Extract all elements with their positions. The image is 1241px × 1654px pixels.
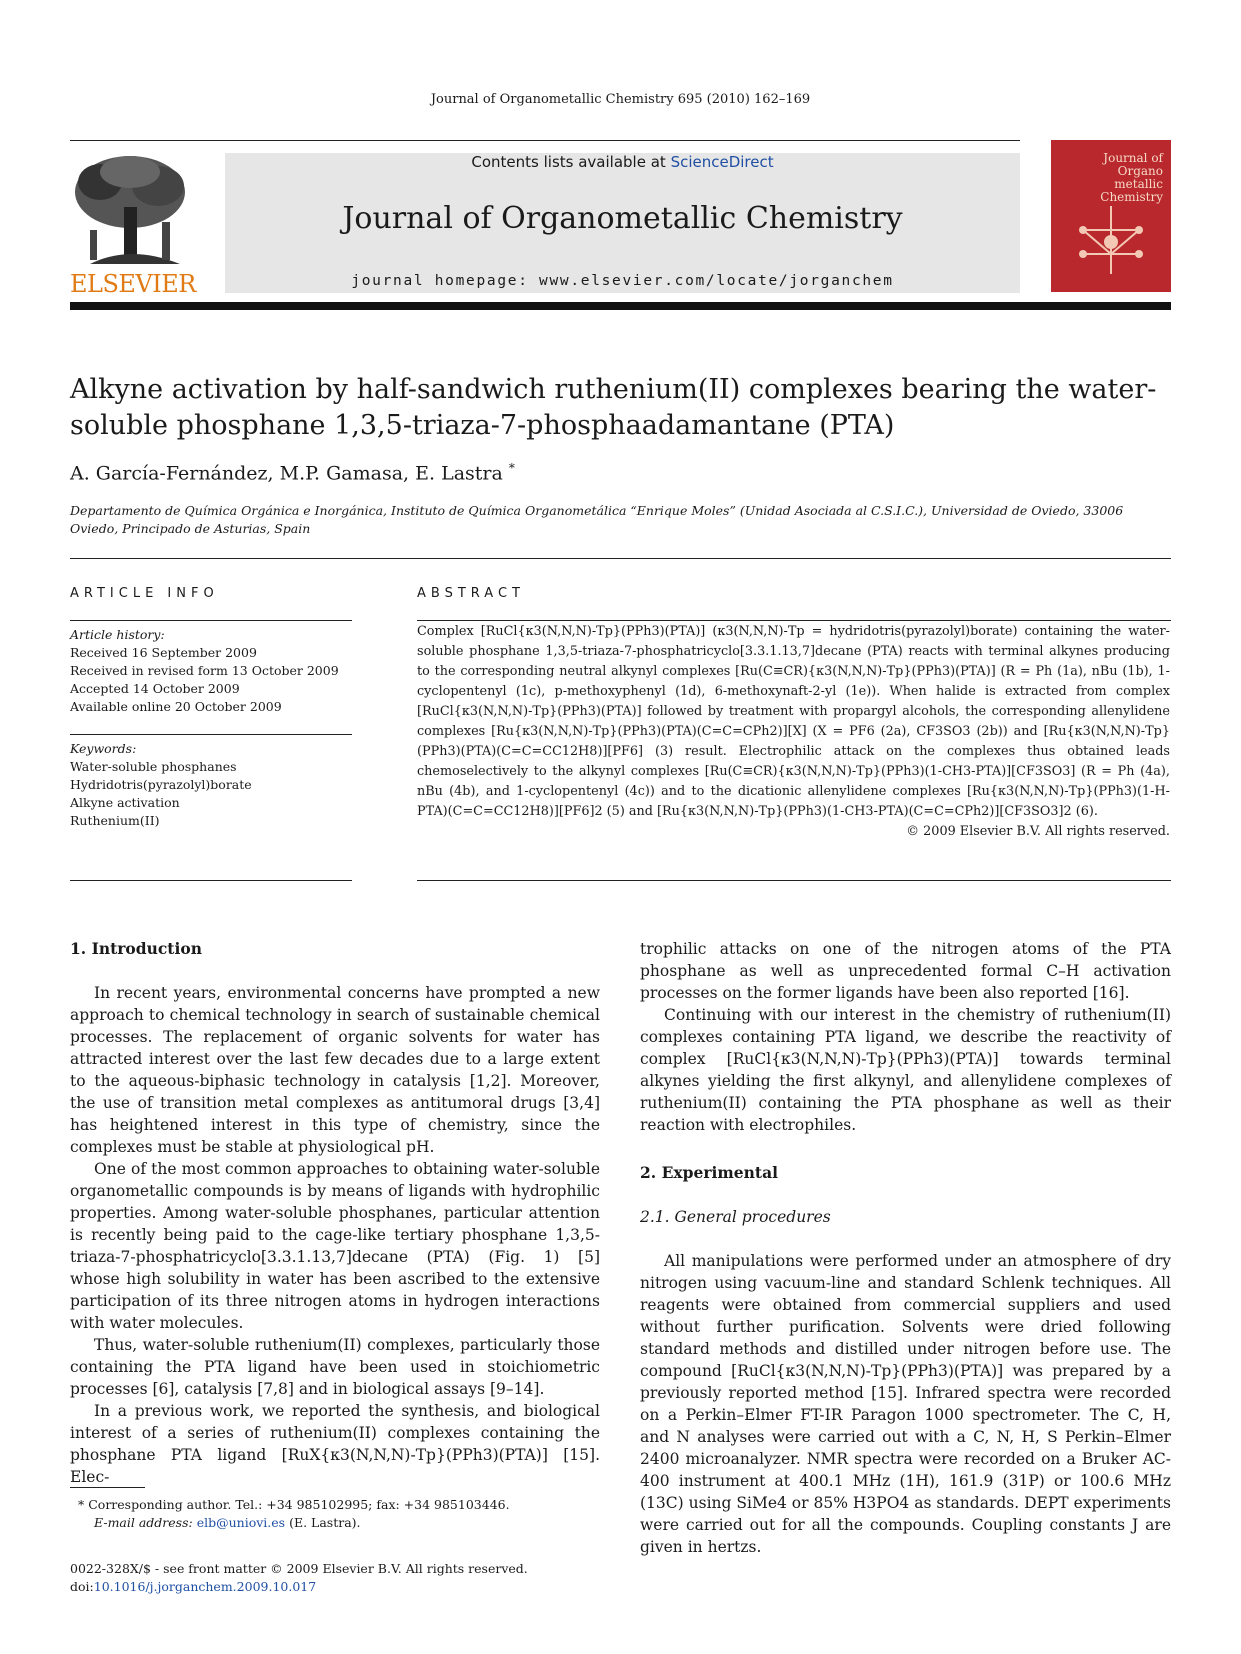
info-rule-bottom <box>70 880 352 881</box>
keyword-item: Hydridotris(pyrazolyl)borate <box>70 777 252 792</box>
history-label: Article history: <box>70 627 165 642</box>
keyword-item: Alkyne activation <box>70 795 180 810</box>
footnote-rule <box>70 1487 145 1488</box>
intro-paragraph: In recent years, environmental concerns have prompted a new approach to chemical technology in search of sustainable chemical processes. The replacement of organic solvents for water has attracted interest over the last few decades due to a large extent to the aqueous-biphasic technology in catalysis [1,2]. Moreover, the use of transition metal complexes as antitumoral drugs [3,4] has heightened interest in this type of chemistry, since the complexes must be stable at physiological pH. <box>70 984 600 1156</box>
intro-paragraph: Thus, water-soluble ruthenium(II) complexes, particularly those containing the PTA ligand have been used in stoichiometric processes [6], catalysis [7,8] and in biological assays [9–14]. <box>70 1336 600 1398</box>
abstract-body <box>417 622 1170 842</box>
intro-paragraph: One of the most common approaches to obtaining water-soluble organometallic compounds is by means of ligands with hydrophilic properties. Among water-soluble phosphanes, particular attention is recently being paid to the cage-like tertiary phosphane 1,3,5-triaza-7-phosphatricyclo[3.3.1.13,7]decane (PTA) (Fig. 1) [5] whose high solubility in water has been ascribed to the extensive participation of its three nitrogen atoms in hydrogen interactions with water molecules. <box>70 1160 600 1332</box>
elsevier-tree-icon <box>70 152 200 270</box>
intro-paragraph: In a previous work, we reported the synthesis, and biological interest of a series of ruthenium(II) complexes containing the phosphane PTA ligand [RuX{κ3(N,N,N)-Tp}(PPh3)(PTA)] [15]. Elec- <box>70 1402 600 1486</box>
contents-line <box>225 153 1020 171</box>
abstract-text: Complex [RuCl{κ3(N,N,N)-Tp}(PPh3)(PTA)] (κ3(N,N,N)-Tp = hydridotris(pyrazolyl)borate) containing the water-soluble phosphane 1,3,5-triaza-7-phosphatricyclo[3.3.1.13,7]decane (PTA) reacts with terminal alkynes producing to the corresponding neutral alkynyl complexes [Ru(C≡CR){κ3(N,N,N)-Tp}(PPh3)(PTA)] (R = Ph (1a), nBu (1b), 1-cyclopentenyl (1c), p-methoxyphenyl (1d), 6-methoxynaft-2-yl (1e)). When halide is extracted from complex [RuCl{κ3(N,N,N)-Tp}(PPh3)(PTA)] followed by treatment with propargyl alcohols, the corresponding allenylidene complexes [Ru{κ3(N,N,N)-Tp}(PPh3)(PTA)(C=C=CPh2)][X] (X = PF6 (2a), CF3SO3 (2b)) and [Ru{κ3(N,N,N)-Tp}(PPh3)(PTA)(C=C=CC12H8)][PF6] (3) result. Electrophilic attack on the complexes thus obtained leads chemoselectively to the alkynyl complexes [Ru(C≡CR){κ3(N,N,N)-Tp}(PPh3)(1-CH3-PTA)][CF3SO3] (R = Ph (4a), nBu (4b), and 1-cyclopentenyl (4c)) and to the dicationic allenylidene complexes [Ru{κ3(N,N,N)-Tp}(PPh3)(1-H-PTA)(C=C=CC12H8)][PF6]2 (5) and [Ru{κ3(N,N,N)-Tp}(PPh3)(1-CH3-PTA)(C=C=CPh2)][CF3SO3]2 (6). <box>417 624 1170 819</box>
corresponding-author-note: * Corresponding author. Tel.: +34 985102995; fax: +34 985103446. <box>78 1497 510 1512</box>
journal-title: Journal of Organometallic Chemistry <box>342 201 903 236</box>
affiliation-rule <box>70 558 1171 559</box>
subsection-heading-general: 2.1. General procedures <box>640 1208 831 1226</box>
authors <box>70 461 515 484</box>
keywords-label: Keywords: <box>70 741 137 756</box>
keyword-item: Ruthenium(II) <box>70 813 160 828</box>
body-paragraph: Continuing with our interest in the chemistry of ruthenium(II) complexes containing PTA ligand, we describe the reactivity of complex [RuCl{κ3(N,N,N)-Tp}(PPh3)(PTA)] towards terminal alkynes yielding the first alkynyl, and allenylidene complexes of ruthenium(II) containing the PTA phosphane as well as their reaction with electrophiles. <box>640 1006 1171 1134</box>
article-info-heading: ARTICLE INFO <box>70 586 219 601</box>
doi-label: doi: <box>70 1579 94 1594</box>
email-line <box>78 1514 598 1532</box>
abstract-rule-bottom <box>417 880 1171 881</box>
running-head: Journal of Organometallic Chemistry 695 (2010) 162–169 <box>430 92 811 107</box>
body-paragraph: trophilic attacks on one of the nitrogen atoms of the PTA phosphane as well as unprecedented formal C–H activation processes on the former ligands have been also reported [16]. <box>640 940 1171 1002</box>
history-accepted: Accepted 14 October 2009 <box>70 681 240 696</box>
right-column <box>640 938 1171 1558</box>
page-footer <box>70 1560 630 1596</box>
doi-link[interactable]: 10.1016/j.jorganchem.2009.10.017 <box>93 1579 317 1594</box>
email-link[interactable]: elb@uniovi.es <box>196 1515 286 1530</box>
keywords <box>70 740 352 830</box>
article-history <box>70 626 352 716</box>
left-column <box>70 938 600 1488</box>
cover-title: Journal of Organo metallic Chemistry <box>1100 151 1163 204</box>
info-rule-top <box>70 620 352 621</box>
journal-cover-icon <box>1051 140 1171 292</box>
history-online: Available online 20 October 2009 <box>70 699 282 714</box>
contents-prefix: Contents lists available at <box>471 153 666 171</box>
abstract-copyright: © 2009 Elsevier B.V. All rights reserved. <box>906 824 1170 839</box>
journal-homepage[interactable]: journal homepage: www.elsevier.com/locate/jorganchem <box>351 273 894 289</box>
header-thick-rule <box>70 302 1171 310</box>
abstract-rule-top <box>417 620 1171 621</box>
section-heading-introduction: 1. Introduction <box>70 939 202 958</box>
issn-line: 0022-328X/$ - see front matter © 2009 Elsevier B.V. All rights reserved. <box>70 1561 528 1576</box>
molecule-icon <box>1071 200 1151 280</box>
corresponding-mark[interactable]: * <box>508 461 515 475</box>
elsevier-logo-text: ELSEVIER <box>70 270 196 298</box>
email-label: E-mail address: <box>94 1515 193 1530</box>
abstract-heading: ABSTRACT <box>417 586 525 601</box>
sciencedirect-link[interactable]: ScienceDirect <box>670 153 774 171</box>
keyword-item: Water-soluble phosphanes <box>70 759 237 774</box>
affiliation: Departamento de Química Orgánica e Inorgánica, Instituto de Química Organometálica “Enrique Moles” (Unidad Asociada al C.S.I.C.), Universidad de Oviedo, 33006 Oviedo, Principado de Asturias, Spain <box>70 503 1124 536</box>
info-rule-mid <box>70 734 352 735</box>
doi-line <box>70 1578 630 1596</box>
author-list: A. García-Fernández, M.P. Gamasa, E. Lastra <box>70 462 503 485</box>
history-revised: Received in revised form 13 October 2009 <box>70 663 339 678</box>
header-rule <box>70 140 1020 141</box>
journal-banner <box>225 153 1020 293</box>
section-heading-experimental: 2. Experimental <box>640 1163 779 1182</box>
footnote <box>78 1496 598 1532</box>
article-title: Alkyne activation by half-sandwich ruthenium(II) complexes bearing the water-soluble phosphane 1,3,5-triaza-7-phosphaadamantane (PTA) <box>70 374 1157 441</box>
email-suffix: (E. Lastra). <box>289 1515 361 1530</box>
body-paragraph: All manipulations were performed under an atmosphere of dry nitrogen using vacuum-line and standard Schlenk techniques. All reagents were obtained from commercial suppliers and used without further purification. Solvents were dried following standard methods and distilled under nitrogen before use. The compound [RuCl{κ3(N,N,N)-Tp}(PPh3)(PTA)] was prepared by a previously reported method [15]. Infrared spectra were recorded on a Perkin–Elmer FT-IR Paragon 1000 spectrometer. The C, H, and N analyses were carried out with a C, N, H, S Perkin–Elmer 2400 microanalyzer. NMR spectra were recorded on a Bruker AC-400 instrument at 400.1 MHz (1H), 161.9 (31P) or 100.6 MHz (13C) using SiMe4 or 85% H3PO4 as standards. DEPT experiments were carried out for all the compounds. Coupling constants J are given in hertzs. <box>640 1252 1171 1556</box>
history-received: Received 16 September 2009 <box>70 645 257 660</box>
